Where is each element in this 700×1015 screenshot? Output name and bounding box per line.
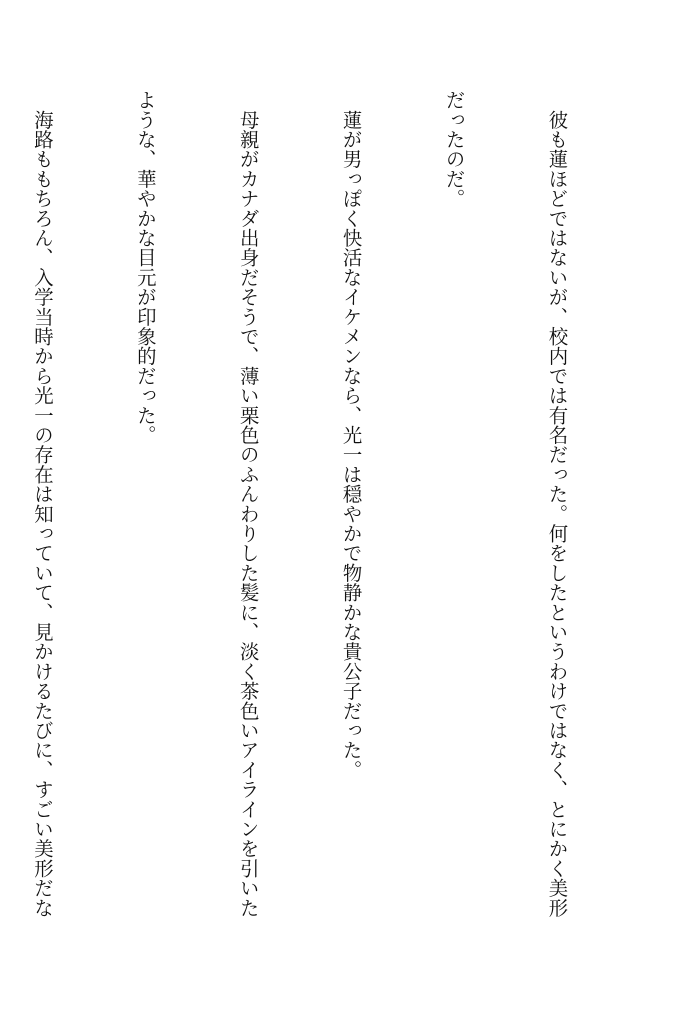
text-line: 海路ももちろん、入学当時から光一の存在は知っていて、見かけるたびに、すごい美形だな bbox=[30, 90, 54, 918]
vertical-text-body bbox=[30, 90, 642, 970]
text-line: ような、華やかな目元が印象的だった。 bbox=[133, 90, 157, 445]
text-line: 蓮が男っぽく快活なイケメンなら、光一は穏やかで物静かな貴公子だった。 bbox=[339, 90, 363, 780]
text-line: 母親がカナダ出身だそうで、薄い栗色のふんわりした髪に、淡く茶色いアイラインを引いた bbox=[236, 90, 260, 918]
text-line: 彼も蓮ほどではないが、校内では有名だった。何をしたというわけではなく、とにかく美形 bbox=[545, 90, 569, 918]
text-line: だったのだ。 bbox=[442, 90, 466, 209]
